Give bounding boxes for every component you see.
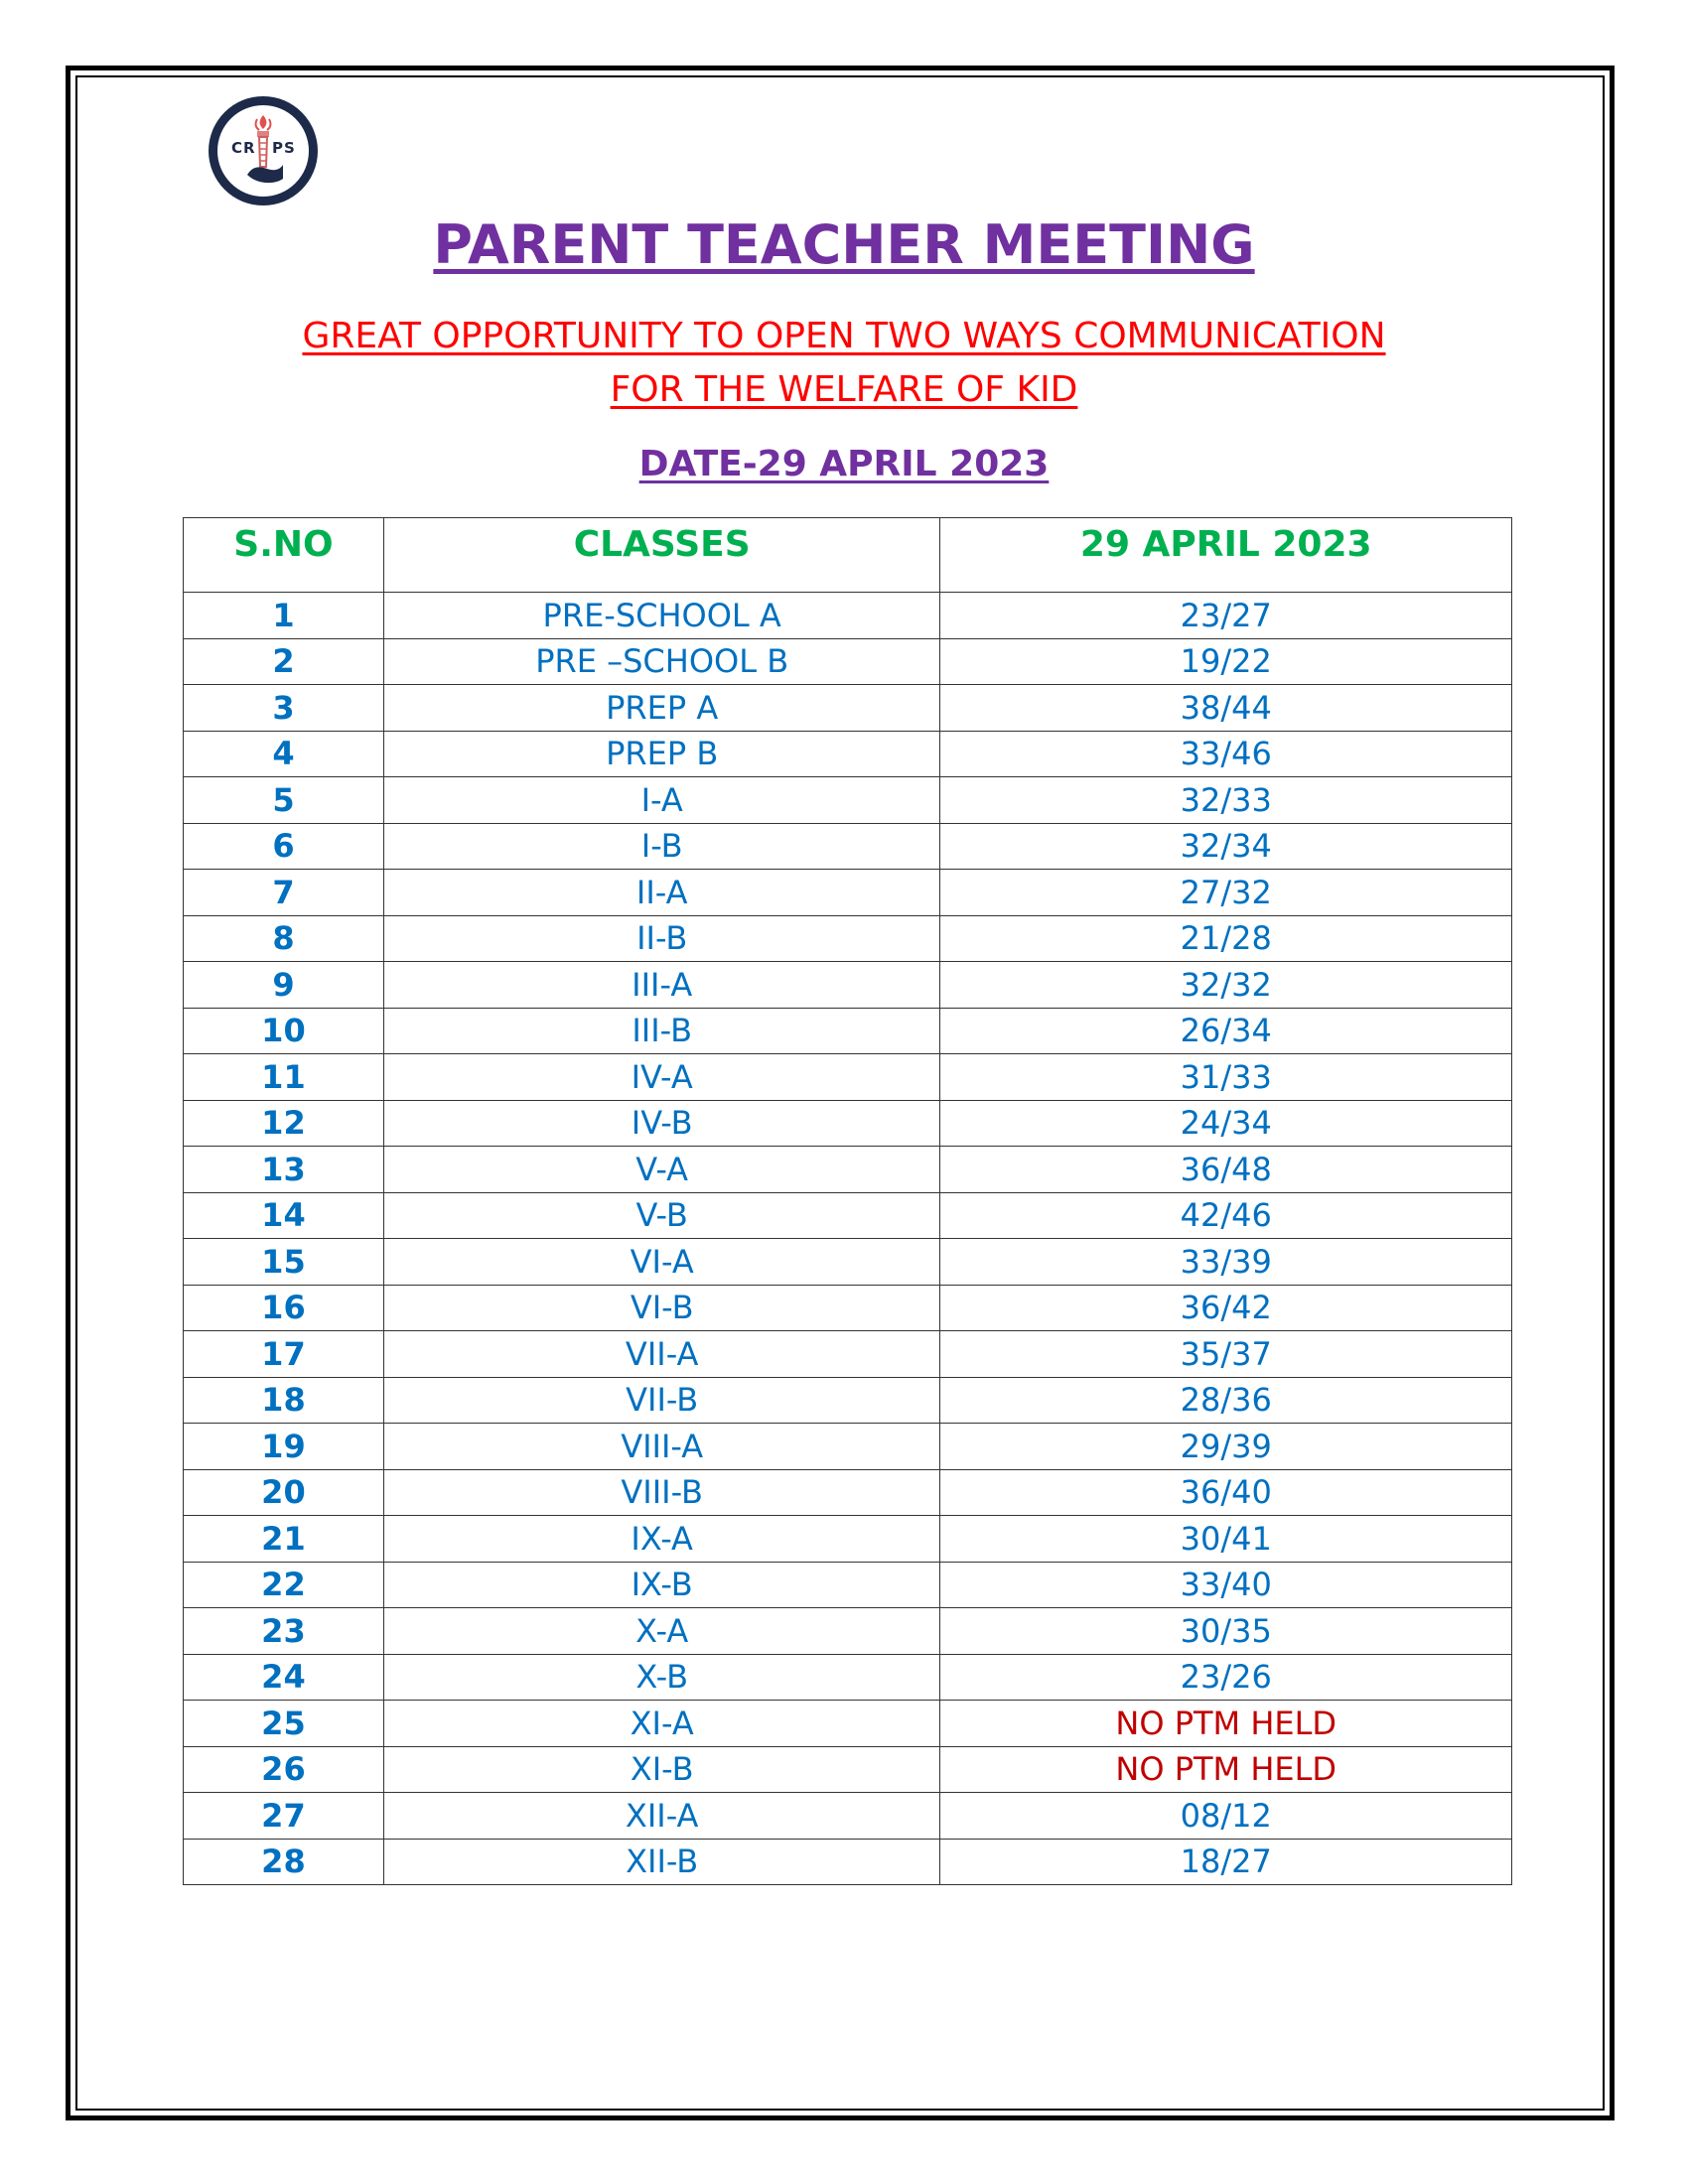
sno-cell: 28 — [184, 1839, 384, 1885]
logo-text-right: PS — [272, 139, 296, 157]
table-row — [184, 870, 1512, 916]
class-cell: II-B — [383, 915, 940, 962]
attendance-cell: 36/40 — [940, 1469, 1512, 1516]
sno-cell: 5 — [184, 777, 384, 824]
attendance-cell: NO PTM HELD — [940, 1746, 1512, 1793]
sno-cell: 3 — [184, 685, 384, 732]
class-cell: III-A — [383, 962, 940, 1009]
table-row — [184, 1377, 1512, 1424]
attendance-cell: 23/26 — [940, 1654, 1512, 1701]
table-row — [184, 915, 1512, 962]
table-row — [184, 1701, 1512, 1747]
meeting-date: DATE-29 APRIL 2023 — [638, 444, 1050, 484]
attendance-cell: 21/28 — [940, 915, 1512, 962]
attendance-cell: 35/37 — [940, 1331, 1512, 1378]
table-row — [184, 1562, 1512, 1608]
table-row — [184, 962, 1512, 1009]
table-row — [184, 1654, 1512, 1701]
sno-cell: 26 — [184, 1746, 384, 1793]
attendance-cell: NO PTM HELD — [940, 1701, 1512, 1747]
class-cell: VII-A — [383, 1331, 940, 1378]
sno-cell: 8 — [184, 915, 384, 962]
attendance-cell: 38/44 — [940, 685, 1512, 732]
attendance-cell: 18/27 — [940, 1839, 1512, 1885]
page-title: PARENT TEACHER MEETING — [433, 213, 1255, 276]
table-row — [184, 1008, 1512, 1054]
sno-cell: 19 — [184, 1424, 384, 1470]
class-cell: XII-A — [383, 1793, 940, 1840]
sno-cell: 25 — [184, 1701, 384, 1747]
logo-text-left: CR — [231, 139, 256, 157]
class-cell: II-A — [383, 870, 940, 916]
table-row — [184, 1839, 1512, 1885]
attendance-cell: 27/32 — [940, 870, 1512, 916]
attendance-cell: 32/32 — [940, 962, 1512, 1009]
sno-cell: 4 — [184, 731, 384, 777]
table-row — [184, 1285, 1512, 1331]
table-row — [184, 777, 1512, 824]
sno-cell: 22 — [184, 1562, 384, 1608]
attendance-cell: 08/12 — [940, 1793, 1512, 1840]
table-row — [184, 1424, 1512, 1470]
class-cell: IX-A — [383, 1516, 940, 1563]
subtitle-line-1: GREAT OPPORTUNITY TO OPEN TWO WAYS COMMUNICATION — [302, 316, 1386, 356]
attendance-cell: 36/48 — [940, 1147, 1512, 1193]
attendance-cell: 36/42 — [940, 1285, 1512, 1331]
sno-cell: 2 — [184, 638, 384, 685]
sno-cell: 9 — [184, 962, 384, 1009]
subtitle-line-2: FOR THE WELFARE OF KID — [610, 369, 1078, 410]
class-cell: PRE-SCHOOL A — [383, 593, 940, 639]
attendance-cell: 33/40 — [940, 1562, 1512, 1608]
table-row — [184, 1239, 1512, 1286]
table-row — [184, 1469, 1512, 1516]
class-cell: I-B — [383, 823, 940, 870]
class-cell: III-B — [383, 1008, 940, 1054]
attendance-cell: 31/33 — [940, 1054, 1512, 1101]
sno-cell: 27 — [184, 1793, 384, 1840]
table-row — [184, 1746, 1512, 1793]
class-cell: X-A — [383, 1608, 940, 1655]
attendance-cell: 32/34 — [940, 823, 1512, 870]
sno-cell: 1 — [184, 593, 384, 639]
sno-cell: 17 — [184, 1331, 384, 1378]
table-row — [184, 1608, 1512, 1655]
attendance-cell: 33/39 — [940, 1239, 1512, 1286]
sno-cell: 7 — [184, 870, 384, 916]
table-row — [184, 731, 1512, 777]
class-cell: IV-A — [383, 1054, 940, 1101]
logo-inner-circle — [217, 105, 309, 197]
class-cell: I-A — [383, 777, 940, 824]
class-cell: V-B — [383, 1192, 940, 1239]
attendance-cell: 26/34 — [940, 1008, 1512, 1054]
table-row — [184, 1100, 1512, 1147]
sno-cell: 24 — [184, 1654, 384, 1701]
class-cell: XI-A — [383, 1701, 940, 1747]
attendance-cell: 28/36 — [940, 1377, 1512, 1424]
class-cell: IV-B — [383, 1100, 940, 1147]
table-header-row — [184, 518, 1512, 593]
table-row — [184, 1516, 1512, 1563]
sno-cell: 18 — [184, 1377, 384, 1424]
class-cell: XII-B — [383, 1839, 940, 1885]
table-row — [184, 1147, 1512, 1193]
attendance-cell: 32/33 — [940, 777, 1512, 824]
attendance-cell: 30/41 — [940, 1516, 1512, 1563]
school-logo — [209, 96, 318, 205]
attendance-cell: 42/46 — [940, 1192, 1512, 1239]
table-row — [184, 685, 1512, 732]
class-cell: XI-B — [383, 1746, 940, 1793]
class-cell: VIII-B — [383, 1469, 940, 1516]
attendance-cell: 29/39 — [940, 1424, 1512, 1470]
sno-cell: 12 — [184, 1100, 384, 1147]
sno-cell: 6 — [184, 823, 384, 870]
sno-cell: 16 — [184, 1285, 384, 1331]
class-cell: PREP B — [383, 731, 940, 777]
class-cell: PRE –SCHOOL B — [383, 638, 940, 685]
class-cell: V-A — [383, 1147, 940, 1193]
sno-cell: 13 — [184, 1147, 384, 1193]
table-row — [184, 638, 1512, 685]
class-cell: PREP A — [383, 685, 940, 732]
sno-cell: 15 — [184, 1239, 384, 1286]
table-row — [184, 1331, 1512, 1378]
attendance-cell: 19/22 — [940, 638, 1512, 685]
class-cell: VI-B — [383, 1285, 940, 1331]
sno-cell: 21 — [184, 1516, 384, 1563]
header-date: 29 APRIL 2023 — [940, 518, 1512, 593]
sno-cell: 11 — [184, 1054, 384, 1101]
sno-cell: 14 — [184, 1192, 384, 1239]
attendance-cell: 30/35 — [940, 1608, 1512, 1655]
sno-cell: 10 — [184, 1008, 384, 1054]
sno-cell: 20 — [184, 1469, 384, 1516]
class-cell: VI-A — [383, 1239, 940, 1286]
header-sno: S.NO — [184, 518, 384, 593]
table-row — [184, 1054, 1512, 1101]
table-row — [184, 823, 1512, 870]
table-row — [184, 1192, 1512, 1239]
class-cell: X-B — [383, 1654, 940, 1701]
attendance-table — [183, 517, 1512, 1885]
class-cell: IX-B — [383, 1562, 940, 1608]
sno-cell: 23 — [184, 1608, 384, 1655]
table-row — [184, 593, 1512, 639]
class-cell: VII-B — [383, 1377, 940, 1424]
attendance-cell: 23/27 — [940, 593, 1512, 639]
table-row — [184, 1793, 1512, 1840]
attendance-cell: 24/34 — [940, 1100, 1512, 1147]
header-classes: CLASSES — [383, 518, 940, 593]
class-cell: VIII-A — [383, 1424, 940, 1470]
attendance-cell: 33/46 — [940, 731, 1512, 777]
